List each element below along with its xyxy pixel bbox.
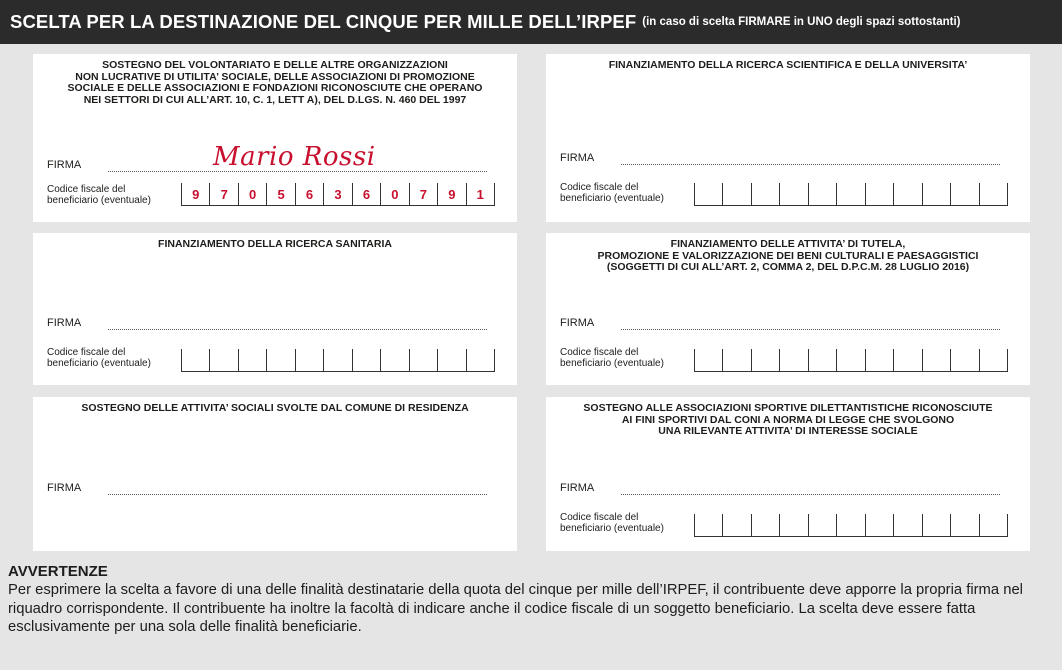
- cf-cell[interactable]: [950, 183, 978, 205]
- cf-label-line1: Codice fiscale del: [560, 512, 639, 523]
- cf-cell[interactable]: 7: [209, 183, 237, 205]
- codice-fiscale-grid[interactable]: [694, 183, 1008, 206]
- box-associazioni-sportive: [546, 397, 1030, 551]
- box-beni-culturali: [546, 233, 1030, 385]
- cf-cell[interactable]: [779, 349, 807, 371]
- cf-cell[interactable]: [380, 349, 408, 371]
- cf-cell[interactable]: [893, 183, 921, 205]
- cf-cell[interactable]: [950, 349, 978, 371]
- cf-label-line2: beneficiario (eventuale): [47, 195, 151, 206]
- box-title: FINANZIAMENTO DELLA RICERCA SCIENTIFICA E DELLA UNIVERSITA’: [608, 59, 968, 71]
- form-title: SCELTA PER LA DESTINAZIONE DEL CINQUE PER MILLE DELL’IRPEF: [10, 11, 637, 32]
- cf-cell[interactable]: [922, 349, 950, 371]
- box-title: SOSTEGNO DELLE ATTIVITA’ SOCIALI SVOLTE DAL COMUNE DI RESIDENZA: [81, 402, 469, 414]
- codice-fiscale-grid[interactable]: [181, 349, 495, 372]
- firma-label: FIRMA: [560, 152, 595, 164]
- box-title: FINANZIAMENTO DELLA RICERCA SANITARIA: [158, 238, 392, 250]
- cf-label-line1: Codice fiscale del: [47, 184, 126, 195]
- box-title: SOSTEGNO DEL VOLONTARIATO E DELLE ALTRE ORGANIZZAZIONI NON LUCRATIVE DI UTILITA’ SOCIALE, DELLE ASSOCIAZIONI DI PROMOZIONE SOCIALE E DELLE ASSOCIAZIONI E FONDAZIONI RICONOSCIUTE CHE OPERANO NEI SETTORI DI CUI ALL’ART. 10, C. 1, LETT A), DEL D.LGS. N. 460 DEL 1997: [67, 59, 483, 106]
- signature: Mario Rossi: [213, 142, 376, 172]
- cf-cell[interactable]: [808, 183, 836, 205]
- box-volontariato: [33, 54, 517, 222]
- firma-field[interactable]: [621, 329, 1000, 330]
- cf-cell[interactable]: 9: [181, 183, 209, 205]
- codice-fiscale-label: [560, 182, 664, 204]
- cf-label-line2: beneficiario (eventuale): [560, 193, 664, 204]
- codice-fiscale-grid[interactable]: [694, 514, 1008, 537]
- cf-cell[interactable]: [808, 349, 836, 371]
- cf-label-line2: beneficiario (eventuale): [560, 523, 664, 534]
- cf-cell[interactable]: [352, 349, 380, 371]
- cf-label-line2: beneficiario (eventuale): [560, 358, 664, 369]
- codice-fiscale-label: [47, 184, 151, 206]
- cf-cell[interactable]: [751, 514, 779, 536]
- cf-cell[interactable]: [893, 349, 921, 371]
- cf-cell[interactable]: [323, 349, 351, 371]
- cf-cell[interactable]: [722, 349, 750, 371]
- firma-label: FIRMA: [560, 482, 595, 494]
- cf-cell[interactable]: [238, 349, 266, 371]
- firma-field[interactable]: [108, 171, 487, 172]
- cf-cell[interactable]: [808, 514, 836, 536]
- cf-cell[interactable]: 0: [238, 183, 266, 205]
- firma-field[interactable]: [108, 329, 487, 330]
- cf-cell[interactable]: [694, 514, 722, 536]
- cf-cell[interactable]: [893, 514, 921, 536]
- cf-cell[interactable]: [836, 183, 864, 205]
- avvertenze-title: AVVERTENZE: [8, 563, 108, 580]
- cf-cell[interactable]: 9: [437, 183, 465, 205]
- cf-label-line1: Codice fiscale del: [560, 182, 639, 193]
- cf-cell[interactable]: [694, 349, 722, 371]
- cf-cell[interactable]: 6: [352, 183, 380, 205]
- cf-cell[interactable]: [865, 349, 893, 371]
- firma-label: FIRMA: [47, 482, 82, 494]
- firma-label: FIRMA: [47, 159, 82, 171]
- cf-cell[interactable]: 6: [295, 183, 323, 205]
- cf-cell[interactable]: [694, 183, 722, 205]
- codice-fiscale-grid[interactable]: [181, 183, 495, 206]
- cf-cell[interactable]: [865, 183, 893, 205]
- cf-cell[interactable]: [266, 349, 294, 371]
- cf-cell[interactable]: [950, 514, 978, 536]
- cf-cell[interactable]: [836, 349, 864, 371]
- cf-label-line2: beneficiario (eventuale): [47, 358, 151, 369]
- cf-cell[interactable]: [409, 349, 437, 371]
- cf-cell[interactable]: [751, 183, 779, 205]
- cf-cell[interactable]: 0: [380, 183, 408, 205]
- cf-cell[interactable]: 5: [266, 183, 294, 205]
- cf-cell[interactable]: 7: [409, 183, 437, 205]
- codice-fiscale-label: [560, 512, 664, 534]
- cf-cell[interactable]: [466, 349, 495, 371]
- box-ricerca-scientifica: [546, 54, 1030, 222]
- cf-cell[interactable]: [751, 349, 779, 371]
- cf-cell[interactable]: [979, 183, 1008, 205]
- cf-cell[interactable]: [437, 349, 465, 371]
- firma-label: FIRMA: [560, 317, 595, 329]
- firma-label: FIRMA: [47, 317, 82, 329]
- cf-cell[interactable]: [865, 514, 893, 536]
- box-title: FINANZIAMENTO DELLE ATTIVITA’ DI TUTELA, PROMOZIONE E VALORIZZAZIONE DEI BENI CULTURALI E PAESAGGISTICI (SOGGETTI DI CUI ALL’ART. 2, COMMA 2, DEL D.P.C.M. 28 LUGLIO 2016): [597, 238, 979, 273]
- cf-label-line1: Codice fiscale del: [47, 347, 126, 358]
- cf-cell[interactable]: [295, 349, 323, 371]
- cf-cell[interactable]: [779, 183, 807, 205]
- cf-cell[interactable]: 3: [323, 183, 351, 205]
- avvertenze-text: Per esprimere la scelta a favore di una delle finalità destinatarie della quota del cinque per mille dell’IRPEF, il contribuente deve apporre la propria firma nel riquadro corrispondente. Il contribuente ha inoltre la facoltà di indicare anche il codice fiscale di un soggetto beneficiario. La scelta deve essere fatta esclusivamente per una sola delle finalità beneficiarie.: [8, 582, 1023, 635]
- form-subtitle: (in caso di scelta FIRMARE in UNO degli spazi sottostanti): [642, 16, 961, 28]
- cf-cell[interactable]: [722, 514, 750, 536]
- box-title: SOSTEGNO ALLE ASSOCIAZIONI SPORTIVE DILETTANTISTICHE RICONOSCIUTE AI FINI SPORTIVI DAL CONI A NORMA DI LEGGE CHE SVOLGONO UNA RILEVANTE ATTIVITA’ DI INTERESSE SOCIALE: [583, 402, 993, 437]
- form-header: [0, 0, 1062, 44]
- cf-cell[interactable]: [979, 514, 1008, 536]
- cf-cell[interactable]: [922, 514, 950, 536]
- cf-cell[interactable]: [209, 349, 237, 371]
- cf-cell[interactable]: [922, 183, 950, 205]
- cf-cell[interactable]: [181, 349, 209, 371]
- box-ricerca-sanitaria: [33, 233, 517, 385]
- codice-fiscale-label: [47, 347, 151, 369]
- box-comune-residenza: [33, 397, 517, 551]
- firma-field[interactable]: [621, 164, 1000, 165]
- codice-fiscale-label: [560, 347, 664, 369]
- firma-field[interactable]: [621, 494, 1000, 495]
- firma-field[interactable]: [108, 494, 487, 495]
- cf-cell[interactable]: [779, 514, 807, 536]
- cf-cell[interactable]: [722, 183, 750, 205]
- cf-label-line1: Codice fiscale del: [560, 347, 639, 358]
- cf-cell[interactable]: [836, 514, 864, 536]
- cf-cell[interactable]: [979, 349, 1008, 371]
- codice-fiscale-grid[interactable]: [694, 349, 1008, 372]
- cf-cell[interactable]: 1: [466, 183, 495, 205]
